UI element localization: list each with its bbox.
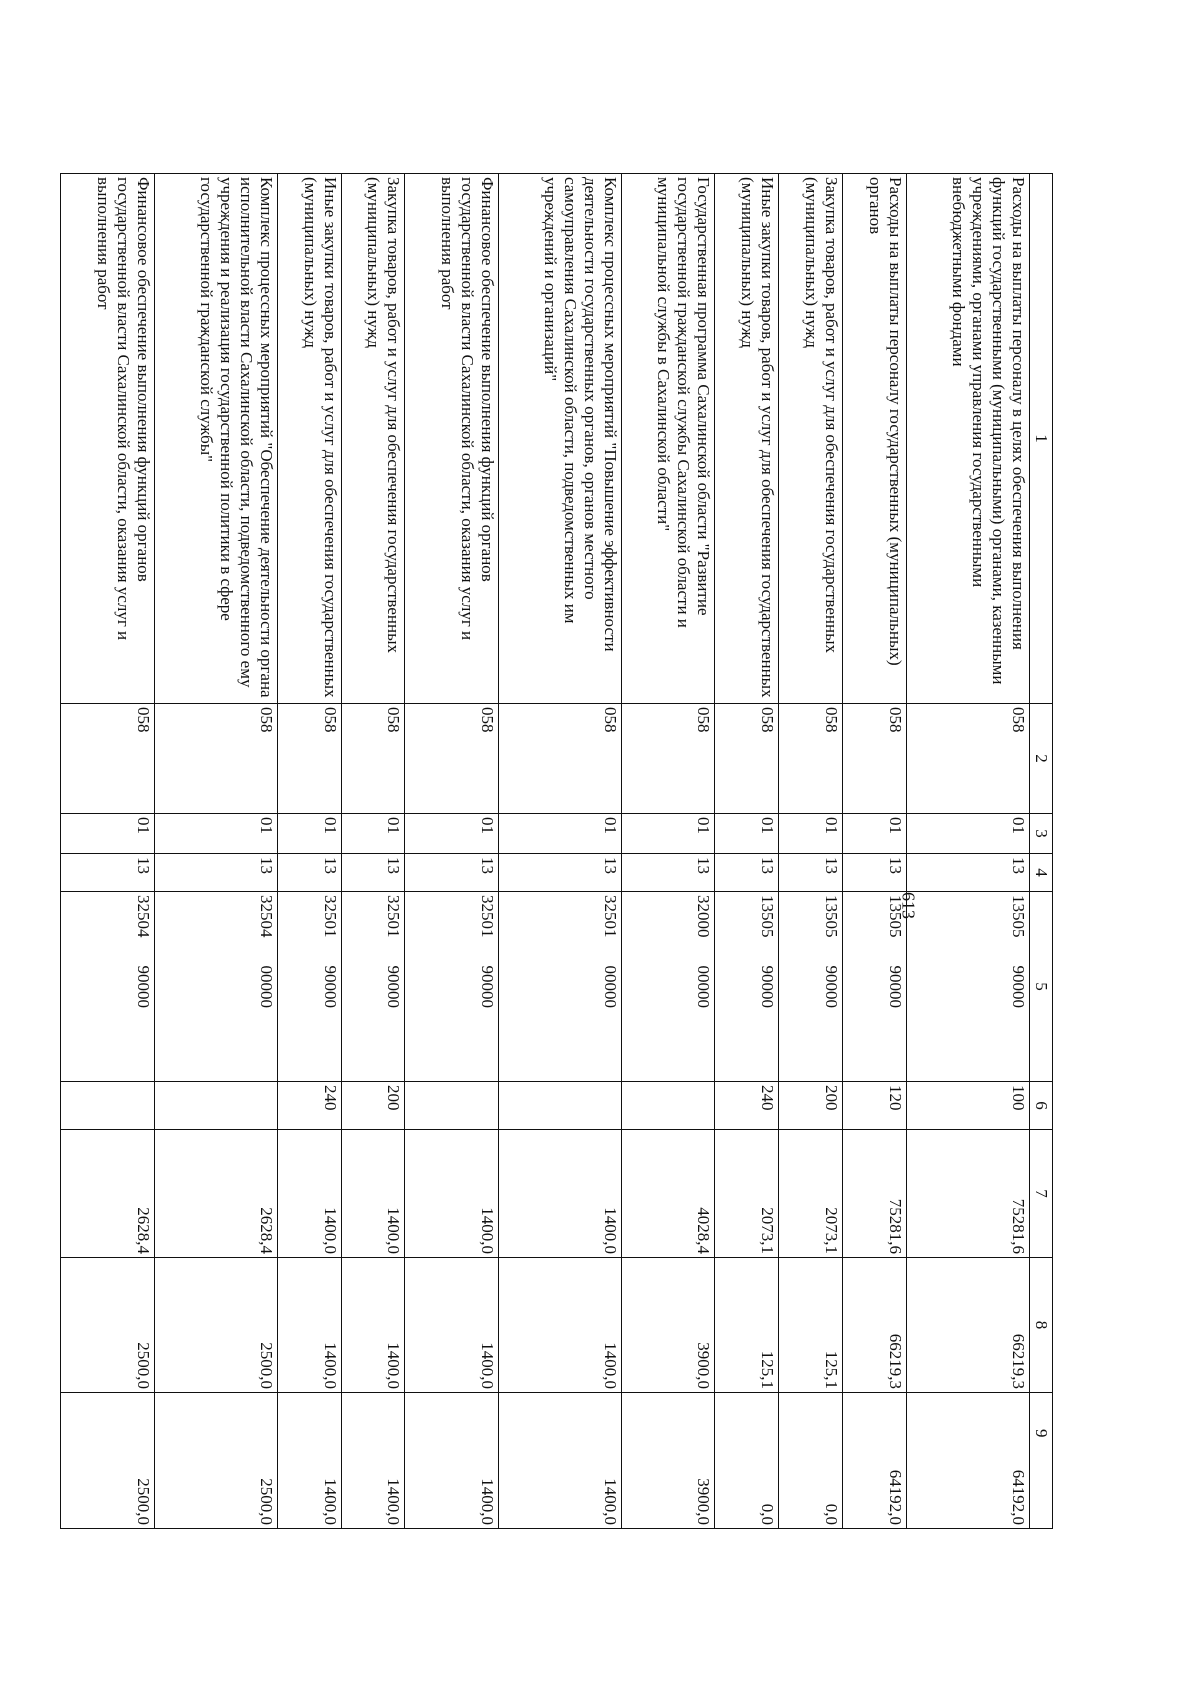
expense-name-cell: Иные закупки товаров, работ и услуг для обеспечения государственных (муниципальных) нужд: [715, 174, 779, 704]
subsection-code-cell: 13: [906, 854, 1029, 892]
section-code-cell: 01: [341, 814, 405, 854]
amount-year2-cell: 125,1: [715, 1258, 779, 1393]
target-article-program: 32501: [477, 895, 497, 938]
subsection-code-cell: 13: [498, 854, 621, 892]
subsection-code-cell: 13: [341, 854, 405, 892]
target-article-cell: [621, 892, 714, 1082]
section-code-cell: 01: [906, 814, 1029, 854]
target-article-direction: 90000: [1009, 965, 1028, 1008]
target-article-direction: 90000: [822, 965, 842, 1008]
amount-year2-cell: 125,1: [779, 1258, 843, 1393]
subsection-code-cell: 13: [61, 854, 155, 892]
amount-year3-cell: 0,0: [715, 1393, 779, 1529]
subsection-code-cell: 13: [779, 854, 843, 892]
target-article-program: 13505: [885, 895, 905, 938]
subsection-code-cell: 13: [154, 854, 277, 892]
expense-name-cell: Иные закупки товаров, работ и услуг для обеспечения государственных (муниципальных) нужд: [277, 174, 341, 704]
rotated-page-content: [60, 173, 1053, 1528]
expense-name-cell: Финансовое обеспечение выполнения функций органов государственной власти Сахалинской области, оказания услуг и выполнения работ: [405, 174, 498, 704]
table-row: [621, 174, 714, 1529]
table-row: [341, 174, 405, 1529]
ministry-code-cell: 058: [779, 704, 843, 814]
expense-type-cell: 120: [843, 1082, 907, 1130]
target-article-program: 13505: [822, 895, 842, 938]
expense-name-cell: Комплекс процессных мероприятий "Повышение эффективности деятельности государственных органов, органов местного самоуправления Сахалинской области, подведомственных им учреждений и организаций": [498, 174, 621, 704]
expense-name-cell: Закупка товаров, работ и услуг для обеспечения государственных (муниципальных) нужд: [341, 174, 405, 704]
amount-year3-cell: 2500,0: [154, 1393, 277, 1529]
amount-year2-cell: 1400,0: [405, 1258, 498, 1393]
section-code-cell: 01: [843, 814, 907, 854]
target-article-program: 32501: [600, 895, 620, 938]
table-row: [906, 174, 1029, 1529]
section-code-cell: 01: [779, 814, 843, 854]
amount-year2-cell: 66219,3: [843, 1258, 907, 1393]
target-article-cell: [154, 892, 277, 1082]
target-article-direction: 90000: [320, 965, 340, 1008]
amount-year2-cell: 1400,0: [277, 1258, 341, 1393]
column-header: 6: [1030, 1082, 1053, 1130]
target-article-direction: 00000: [256, 965, 276, 1008]
expense-type-cell: 240: [277, 1082, 341, 1130]
ministry-code-cell: 058: [277, 704, 341, 814]
amount-year1-cell: 1400,0: [405, 1130, 498, 1258]
target-article-cell: [61, 892, 155, 1082]
subsection-code-cell: 13: [405, 854, 498, 892]
target-article-program: 32501: [320, 895, 340, 938]
target-article-program: 32501: [384, 895, 404, 938]
amount-year1-cell: 2073,1: [715, 1130, 779, 1258]
target-article-direction: 90000: [758, 965, 778, 1008]
expense-type-cell: 200: [341, 1082, 405, 1130]
column-header: 9: [1030, 1393, 1053, 1529]
target-article-program: 32000: [694, 895, 714, 938]
amount-year1-cell: 1400,0: [341, 1130, 405, 1258]
column-header: 2: [1030, 704, 1053, 814]
expense-type-cell: [498, 1082, 621, 1130]
amount-year2-cell: 1400,0: [341, 1258, 405, 1393]
budget-table: [60, 173, 1053, 1529]
amount-year1-cell: 2073,1: [779, 1130, 843, 1258]
target-article-cell: [341, 892, 405, 1082]
subsection-code-cell: 13: [715, 854, 779, 892]
column-header: 8: [1030, 1258, 1053, 1393]
target-article-cell: [405, 892, 498, 1082]
amount-year3-cell: 1400,0: [277, 1393, 341, 1529]
ministry-code-cell: 058: [843, 704, 907, 814]
amount-year2-cell: 2500,0: [154, 1258, 277, 1393]
expense-name-cell: Комплекс процессных мероприятий "Обеспечение деятельности органа исполнительной власти Сахалинской области, подведомственного ему учреждения и реализация государственной политики в сфере государственной гражданской службы": [154, 174, 277, 704]
table-row: [405, 174, 498, 1529]
target-article-direction: 00000: [694, 965, 714, 1008]
expense-type-cell: [154, 1082, 277, 1130]
section-code-cell: 01: [405, 814, 498, 854]
amount-year1-cell: 1400,0: [498, 1130, 621, 1258]
expense-name-cell: Расходы на выплаты персоналу государственных (муниципальных) органов: [843, 174, 907, 704]
amount-year1-cell: 4028,4: [621, 1130, 714, 1258]
column-header: 1: [1030, 174, 1053, 704]
ministry-code-cell: 058: [341, 704, 405, 814]
target-article-direction: 90000: [133, 965, 153, 1008]
amount-year1-cell: 2628,4: [61, 1130, 155, 1258]
target-article-direction: 90000: [885, 965, 905, 1008]
table-row: [498, 174, 621, 1529]
expense-type-cell: [61, 1082, 155, 1130]
table-row: [715, 174, 779, 1529]
target-article-cell: [906, 892, 1029, 1082]
target-article-direction: 00000: [600, 965, 620, 1008]
amount-year1-cell: 75281,6: [843, 1130, 907, 1258]
table-header-row: [1030, 174, 1053, 1529]
target-article-cell: [498, 892, 621, 1082]
ministry-code-cell: 058: [906, 704, 1029, 814]
table-row: [779, 174, 843, 1529]
amount-year2-cell: 66219,3: [906, 1258, 1029, 1393]
table-row: [843, 174, 907, 1529]
expense-name-cell: Финансовое обеспечение выполнения функций органов государственной власти Сахалинской области, оказания услуг и выполнения работ: [61, 174, 155, 704]
page-number: 613: [898, 892, 919, 919]
column-header: 4: [1030, 854, 1053, 892]
expense-name-cell: Расходы на выплаты персоналу в целях обеспечения выполнения функций государственными (муниципальными) органами, казенными учреждениями, органами управления государственными внебюджетными фондами: [906, 174, 1029, 704]
subsection-code-cell: 13: [843, 854, 907, 892]
section-code-cell: 01: [621, 814, 714, 854]
amount-year1-cell: 1400,0: [277, 1130, 341, 1258]
ministry-code-cell: 058: [61, 704, 155, 814]
ministry-code-cell: 058: [405, 704, 498, 814]
target-article-cell: [843, 892, 907, 1082]
target-article-program: 32504: [256, 895, 276, 938]
target-article-direction: 90000: [477, 965, 497, 1008]
amount-year3-cell: 0,0: [779, 1393, 843, 1529]
ministry-code-cell: 058: [154, 704, 277, 814]
subsection-code-cell: 13: [277, 854, 341, 892]
ministry-code-cell: 058: [498, 704, 621, 814]
ministry-code-cell: 058: [715, 704, 779, 814]
amount-year3-cell: 1400,0: [405, 1393, 498, 1529]
section-code-cell: 01: [61, 814, 155, 854]
expense-type-cell: 240: [715, 1082, 779, 1130]
expense-name-cell: Закупка товаров, работ и услуг для обеспечения государственных (муниципальных) нужд: [779, 174, 843, 704]
section-code-cell: 01: [154, 814, 277, 854]
column-header: 3: [1030, 814, 1053, 854]
target-article-program: 13505: [1009, 895, 1028, 938]
section-code-cell: 01: [715, 814, 779, 854]
target-article-cell: [779, 892, 843, 1082]
column-header: 7: [1030, 1130, 1053, 1258]
section-code-cell: 01: [277, 814, 341, 854]
table-row: [154, 174, 277, 1529]
expense-name-cell: Государственная программа Сахалинской области "Развитие государственной гражданской службы Сахалинской области и муниципальной службы в Сахалинской области": [621, 174, 714, 704]
expense-type-cell: [405, 1082, 498, 1130]
amount-year3-cell: 3900,0: [621, 1393, 714, 1529]
table-row: [61, 174, 155, 1529]
amount-year3-cell: 1400,0: [498, 1393, 621, 1529]
expense-type-cell: 200: [779, 1082, 843, 1130]
column-header: 5: [1030, 892, 1053, 1082]
amount-year2-cell: 1400,0: [498, 1258, 621, 1393]
expense-type-cell: 100: [906, 1082, 1029, 1130]
subsection-code-cell: 13: [621, 854, 714, 892]
amount-year3-cell: 64192,0: [906, 1393, 1029, 1529]
amount-year3-cell: 1400,0: [341, 1393, 405, 1529]
amount-year3-cell: 2500,0: [61, 1393, 155, 1529]
amount-year2-cell: 3900,0: [621, 1258, 714, 1393]
amount-year1-cell: 75281,6: [906, 1130, 1029, 1258]
target-article-program: 32504: [133, 895, 153, 938]
amount-year1-cell: 2628,4: [154, 1130, 277, 1258]
ministry-code-cell: 058: [621, 704, 714, 814]
amount-year3-cell: 64192,0: [843, 1393, 907, 1529]
table-row: [277, 174, 341, 1529]
amount-year2-cell: 2500,0: [61, 1258, 155, 1393]
target-article-cell: [277, 892, 341, 1082]
expense-type-cell: [621, 1082, 714, 1130]
section-code-cell: 01: [498, 814, 621, 854]
target-article-direction: 90000: [384, 965, 404, 1008]
target-article-cell: [715, 892, 779, 1082]
target-article-program: 13505: [758, 895, 778, 938]
